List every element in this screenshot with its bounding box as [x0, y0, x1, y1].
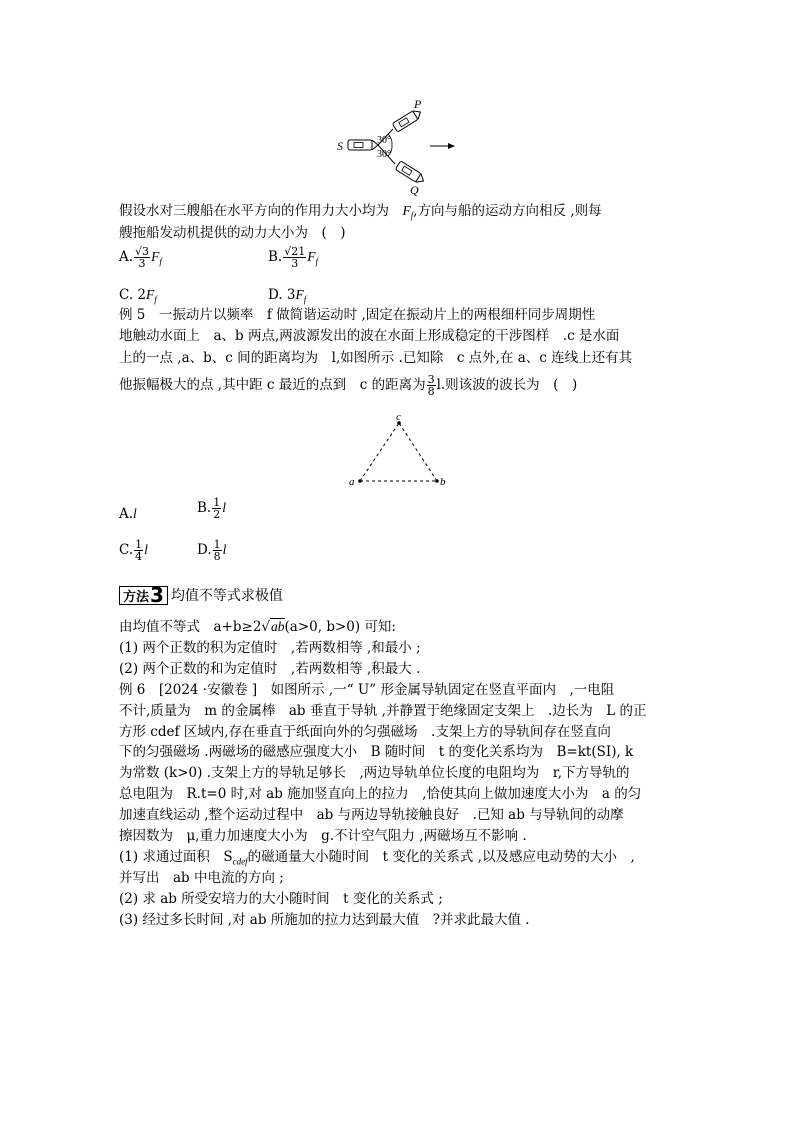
ex6-line-5: 为常数 (k>0) .支架上方的导轨足够长 ,两边导轨单位长度的电阻均为 r,下方导轨的 [119, 765, 630, 781]
ex4-option-c[interactable]: C. $2F_f$ [119, 287, 157, 305]
ex5-option-d[interactable]: D. $\frac{1}{8}$ l [197, 538, 227, 563]
label-p: P [414, 97, 422, 111]
ex4-line-1: 假设水对三艘船在水平方向的作用力大小均为 $F_f$,方向与船的运动方向相反 ,则每 [119, 203, 602, 221]
method-title: 均值不等式求极值 [170, 588, 283, 604]
ex6-line-7: 加速直线运动 ,整个运动过程中 ab 与两边导轨接触良好 .已知 ab 与导轨间的动摩 [119, 807, 624, 823]
ex6-line-8: 擦因数为 μ,重力加速度大小为 g.不计空气阻力 ,两磁场互不影响 . [119, 828, 527, 844]
ex6-line-4: 下的匀强磁场 .两磁场的磁感应强度大小 B 随时间 t 的变化关系均为 B=kt(SI), k [119, 744, 634, 760]
ex6-question-2: (2) 求 ab 所受安培力的大小随时间 t 变化的关系式 ; [119, 891, 443, 907]
method-header [119, 585, 283, 605]
ex5-option-c[interactable]: C. $\frac{1}{4}$ l [119, 538, 148, 563]
ex5-line-4: 他振幅极大的点 ,其中距 c 最近的点到 c 的距离为 $\frac{3}{8}$ l.则该波的波长为 ( ) [119, 373, 578, 398]
angle-label-2: 30° [377, 149, 391, 160]
ex5-line-3: 上的一点 ,a、b、c 间的距离均为 l,如图所示 .已知除 c 点外,在 a、c 连线上还有其 [119, 350, 633, 366]
ex6-line-2: 不计,质量为 m 的金属棒 ab 垂直于导轨 ,并静置于绝缘固定支架上 .边长为 L 的正 [119, 703, 647, 719]
ex4-option-b[interactable]: B. $\frac{√21}{3}$ $F_f$ [268, 245, 318, 270]
label-s: S [337, 139, 343, 153]
ex5-option-a[interactable]: A.l [119, 506, 137, 522]
point-c-label: c [396, 411, 401, 423]
ex4-option-d[interactable]: D. $3F_f$ [268, 287, 307, 305]
ex5-option-b[interactable]: B. $\frac{1}{2}$ l [197, 496, 226, 521]
ineq-line-2: (1) 两个正数的积为定值时 ,若两数相等 ,和最小 ; [119, 640, 421, 656]
label-q: Q [410, 183, 419, 197]
point-b-label: b [440, 476, 446, 488]
ex4-option-a[interactable]: A. $\frac{√3}{3}$ $F_f$ [119, 245, 162, 270]
ex5-line-1: 例 5 一振动片以频率 f 做简谐运动时 ,固定在振动片上的两根细杆同步周期性 [119, 307, 596, 323]
ex6-question-1-cont: 并写出 ab 中电流的方向 ; [119, 870, 284, 886]
ineq-line-3: (2) 两个正数的和为定值时 ,若两数相等 ,积最大 . [119, 661, 421, 677]
point-a-label: a [349, 476, 355, 488]
ex6-line-3: 方形 cdef 区域内,存在垂直于纸面向外的匀强磁场 .支架上方的导轨间存在竖直向 [119, 724, 611, 740]
ex6-question-1: (1) 求通过面积 $S_{cdef}$的磁通量大小随时间 t 变化的关系式 ,以及感应电动势的大小 , [119, 849, 635, 867]
ex6-question-3: (3) 经过多长时间 ,对 ab 所施加的拉力达到最大值 ?并求此最大值 . [119, 912, 530, 928]
ex6-line-6: 总电阻为 R.t=0 时,对 ab 施加竖直向上的拉力 ,恰使其向上做加速度大小为 a 的匀 [119, 786, 642, 802]
method-badge: 方法 3 [119, 586, 168, 605]
ex6-line-1: 例 6 [2024 ·安徽卷 ] 如图所示 ,一“ U” 形金属导轨固定在竖直平面内 ,一电阻 [119, 682, 615, 698]
ineq-line-1: 由均值不等式 a+b≥2√ab(a>0, b>0) 可知: [119, 619, 396, 635]
angle-label-1: 30° [377, 135, 391, 146]
ex4-line-2: 艘拖船发动机提供的动力大小为 ( ) [119, 225, 346, 241]
ex5-line-2: 地触动水面上 a、b 两点,两波源发出的波在水面上形成稳定的干涉图样 .c 是水面 [119, 328, 620, 344]
